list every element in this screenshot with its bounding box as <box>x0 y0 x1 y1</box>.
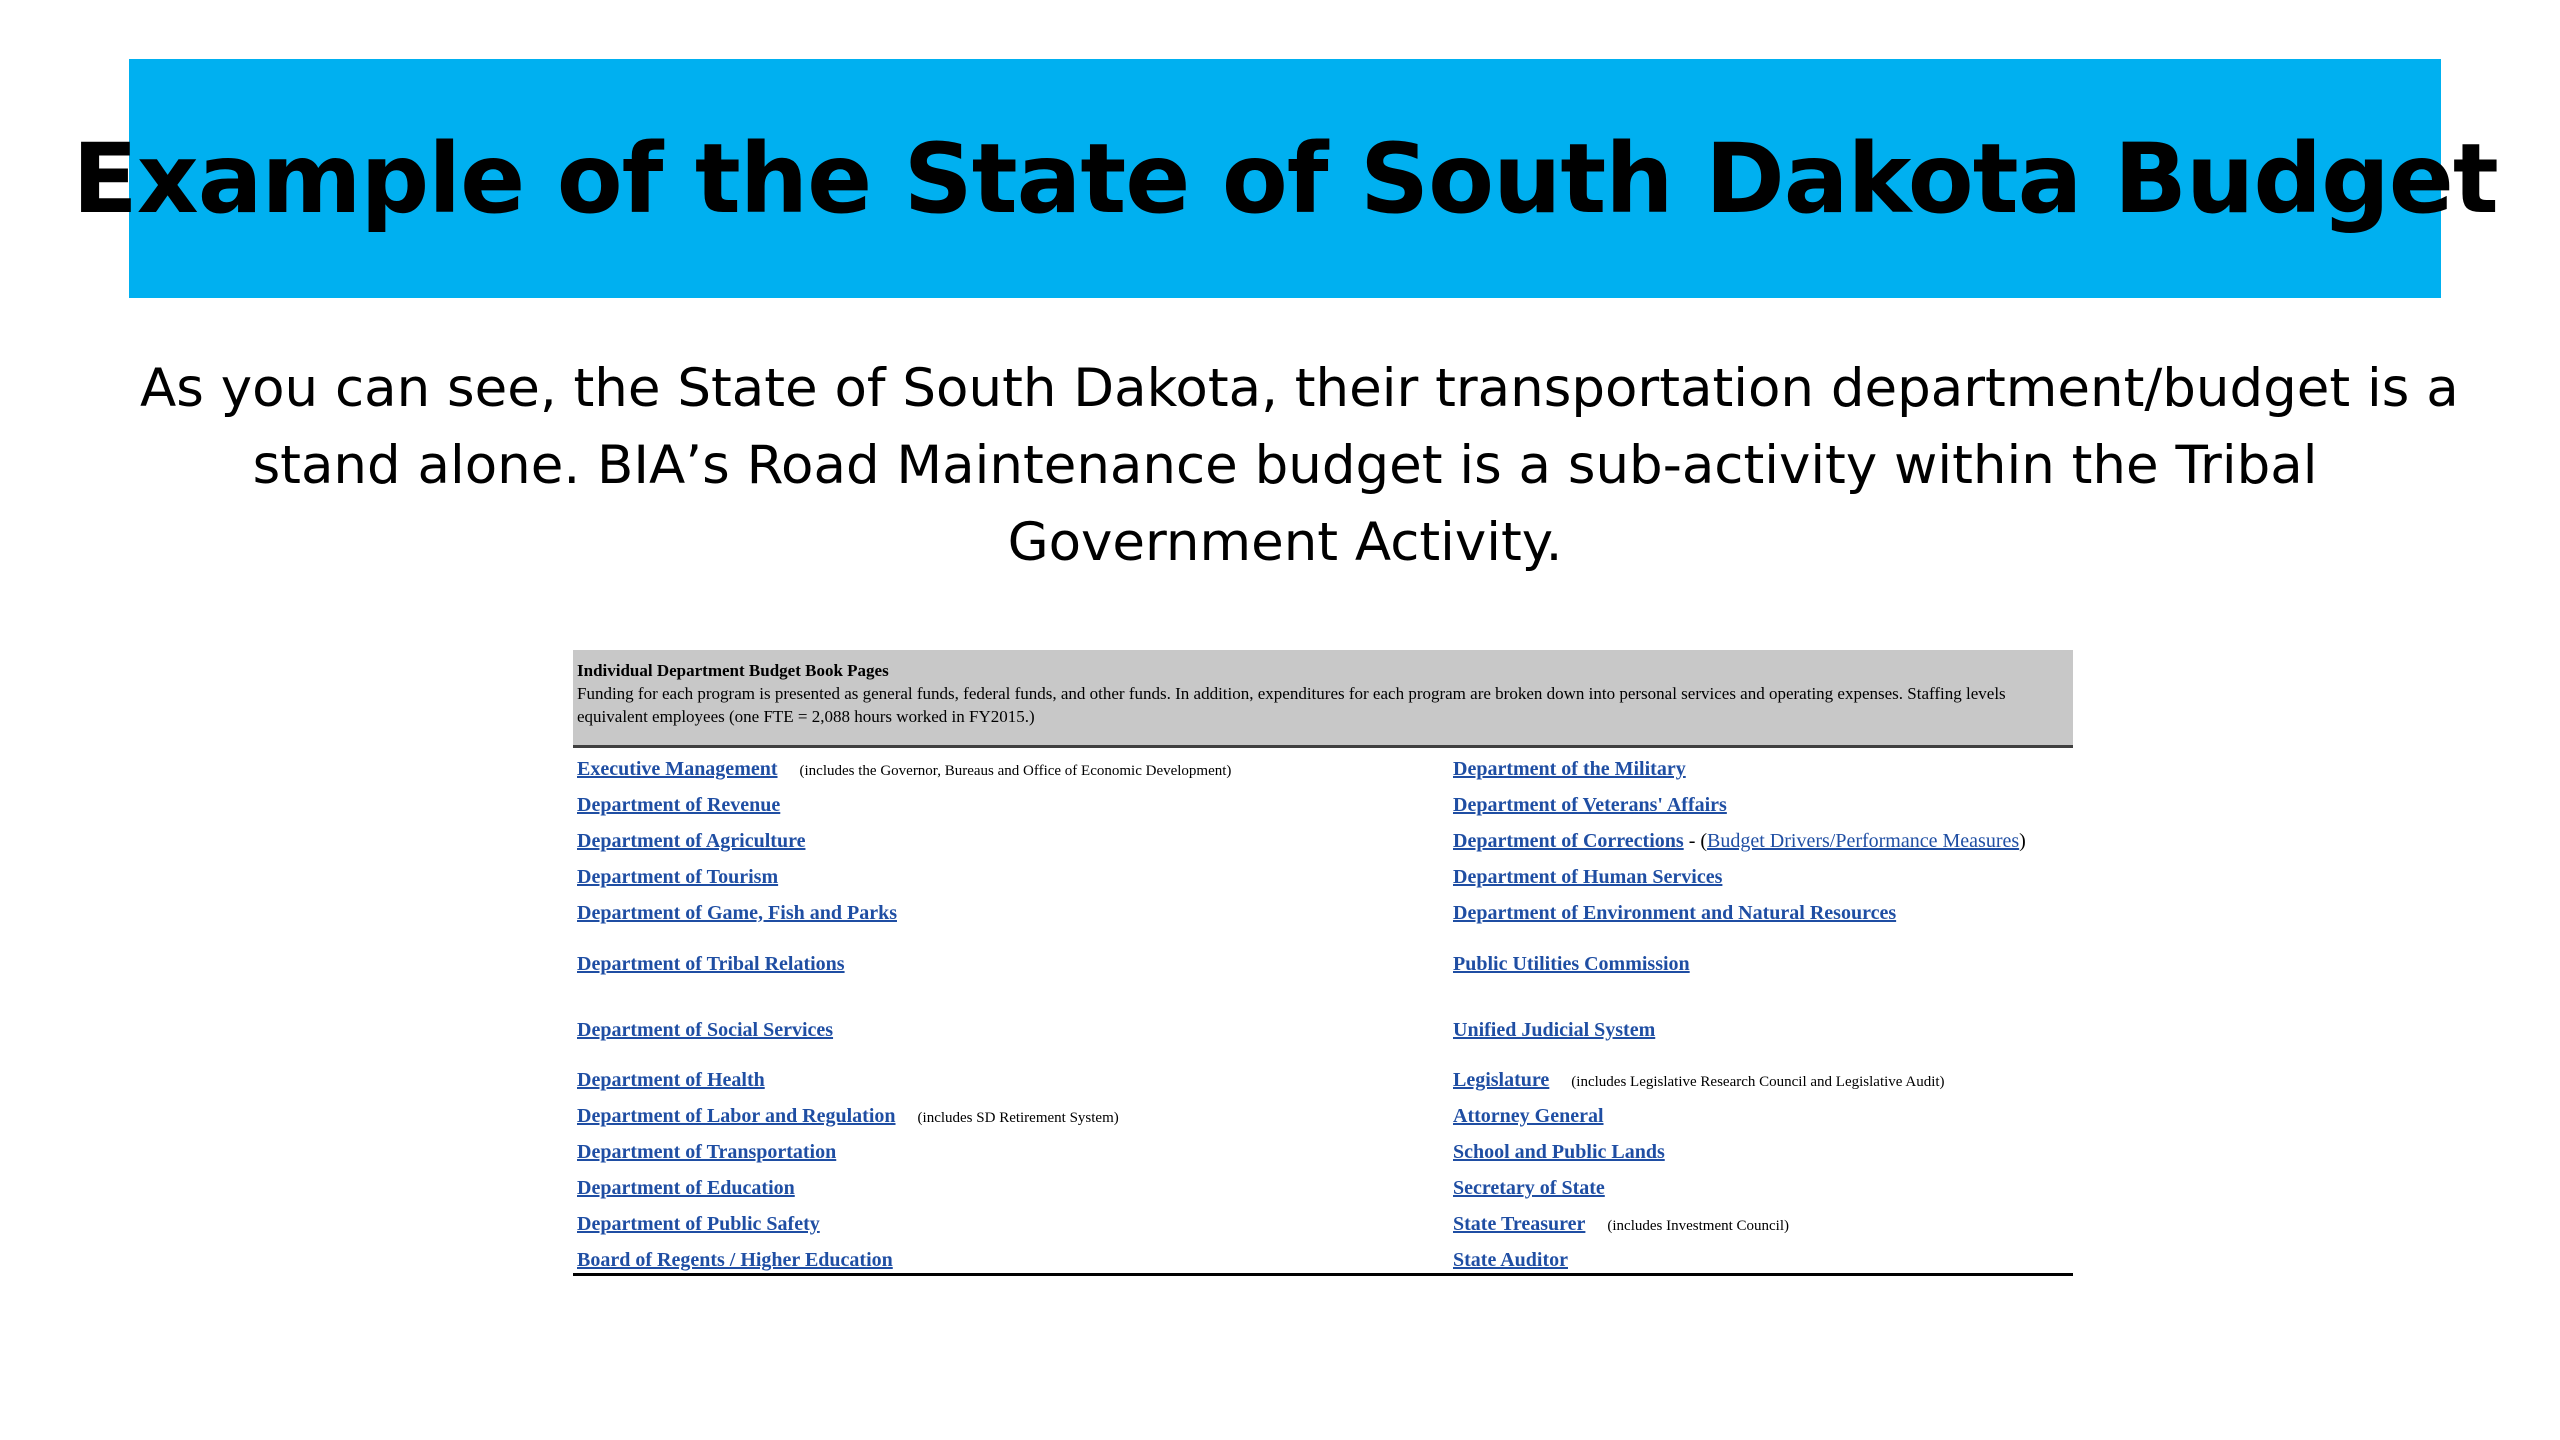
link-separator: - ( <box>1683 830 1708 852</box>
department-link[interactable]: Executive Management <box>577 758 778 780</box>
department-link[interactable]: State Auditor <box>1453 1249 1568 1271</box>
body-line: Government Activity. <box>1007 512 1563 573</box>
department-link[interactable]: Department of the Military <box>1453 758 1686 780</box>
list-item <box>1453 1176 1605 1200</box>
link-note: (includes the Governor, Bureaus and Office of Economic Development) <box>799 763 1232 779</box>
department-link[interactable]: Department of Education <box>577 1177 795 1199</box>
list-item <box>1453 1140 1665 1164</box>
list-item <box>1453 829 2026 853</box>
department-link[interactable]: Public Utilities Commission <box>1453 953 1690 975</box>
list-item <box>1453 952 1690 976</box>
list-item <box>1453 1212 1789 1238</box>
table-header <box>573 650 2073 748</box>
list-item <box>577 793 780 817</box>
list-item <box>577 829 805 853</box>
department-link[interactable]: Department of Corrections <box>1453 830 1684 852</box>
list-item <box>577 1068 765 1092</box>
department-link[interactable]: Department of Human Services <box>1453 866 1723 888</box>
department-link[interactable]: State Treasurer <box>1453 1213 1586 1235</box>
department-link[interactable]: Department of Public Safety <box>577 1213 820 1235</box>
list-item <box>577 757 1231 783</box>
department-link[interactable]: Department of Revenue <box>577 794 781 816</box>
slide-title: Example of the State of South Dakota Budget <box>72 122 2498 235</box>
department-link[interactable]: Legislature <box>1453 1069 1550 1091</box>
body-line: As you can see, the State of South Dakota, their transportation department/budget is a <box>140 358 2459 419</box>
list-item <box>1453 1068 1945 1094</box>
list-item <box>1453 1018 1655 1042</box>
table-header-desc: equivalent employees (one FTE = 2,088 hours worked in FY2015.) <box>577 707 1035 726</box>
department-link[interactable]: Department of Transportation <box>577 1141 837 1163</box>
department-link[interactable]: Unified Judicial System <box>1453 1019 1656 1041</box>
list-item <box>577 901 897 925</box>
body-line: stand alone. BIA’s Road Maintenance budget is a sub-activity within the Tribal <box>252 435 2318 496</box>
department-link[interactable]: Department of Labor and Regulation <box>577 1105 896 1127</box>
table-bottom-rule <box>573 1273 2073 1276</box>
list-item <box>1453 1104 1604 1128</box>
list-item <box>1453 1248 1568 1272</box>
link-note: (includes Investment Council) <box>1607 1218 1790 1234</box>
link-close: ) <box>2019 830 2026 852</box>
department-link[interactable]: Department of Health <box>577 1069 765 1091</box>
slide-body-text <box>140 350 2459 581</box>
list-item <box>1453 757 1686 781</box>
department-link[interactable]: Department of Veterans' Affairs <box>1453 794 1727 816</box>
department-link[interactable]: Secretary of State <box>1453 1177 1605 1199</box>
department-link[interactable]: Department of Tourism <box>577 866 779 888</box>
list-item <box>577 865 778 889</box>
list-item <box>1453 901 1896 925</box>
table-header-desc: Funding for each program is presented as general funds, federal funds, and other funds. In addition, expenditures for each program are broken down into personal services and operating expenses. Staffing levels <box>577 684 2006 703</box>
department-link[interactable]: Department of Agriculture <box>577 830 806 852</box>
budget-drivers-link[interactable]: Budget Drivers/Performance Measures <box>1707 830 2020 852</box>
department-link[interactable]: Department of Tribal Relations <box>577 953 845 975</box>
link-note: (includes SD Retirement System) <box>917 1110 1119 1126</box>
list-item <box>577 1140 836 1164</box>
department-link[interactable]: Board of Regents / Higher Education <box>577 1249 893 1271</box>
department-link[interactable]: Department of Environment and Natural Resources <box>1453 902 1897 924</box>
budget-book-table-image <box>573 650 2073 1278</box>
list-item <box>1453 865 1722 889</box>
link-note: (includes Legislative Research Council and Legislative Audit) <box>1571 1074 1945 1090</box>
department-link[interactable]: Attorney General <box>1453 1105 1604 1127</box>
title-banner <box>72 59 2498 298</box>
list-item <box>577 1104 1119 1130</box>
department-link[interactable]: Department of Game, Fish and Parks <box>577 902 897 924</box>
list-item <box>577 1248 893 1272</box>
department-link[interactable]: Department of Social Services <box>577 1019 834 1041</box>
list-item <box>1453 793 1727 817</box>
department-link[interactable]: School and Public Lands <box>1453 1141 1665 1163</box>
table-header-title: Individual Department Budget Book Pages <box>577 661 889 680</box>
list-item <box>577 1176 795 1200</box>
list-item <box>577 1018 833 1042</box>
list-item <box>577 952 845 976</box>
list-item <box>577 1212 820 1236</box>
